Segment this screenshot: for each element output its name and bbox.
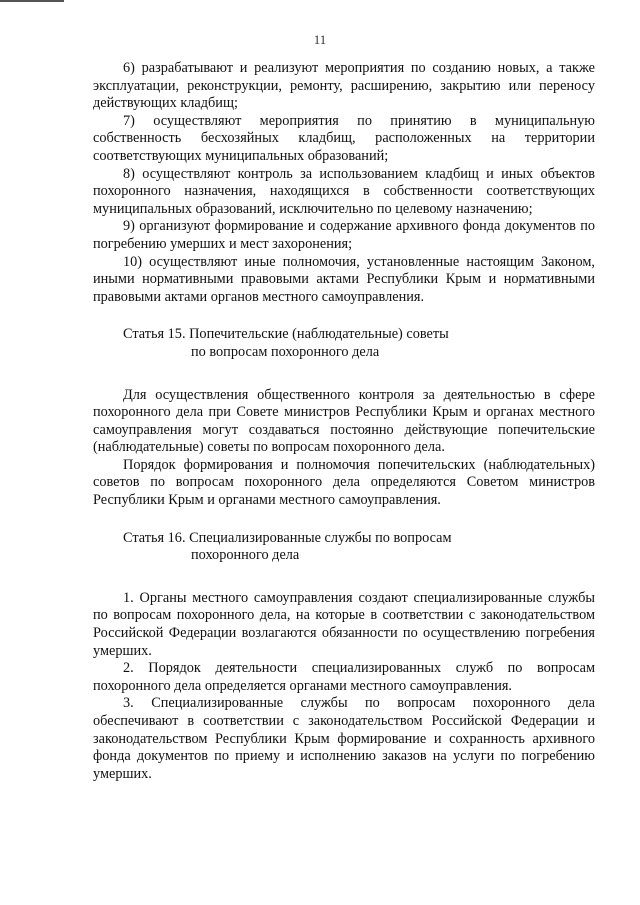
article-16-paragraph-3: 3. Специализированные службы по вопросам похоронного дела обеспечивают в соответствии с законодательством Российской Федерации и законодательством Республики Крым формирование и сохранность архивного фонда документов по приему и исполнению заказов на услуги по погребению умерших. [93,695,595,782]
article-15-paragraph-2: Порядок формирования и полномочия попечительских (наблюдательных) советов по вопросам похоронного дела определяются Советом министров Республики Крым и органами местного самоуправления. [93,456,595,509]
list-item-6: 6) разрабатывают и реализуют мероприятия по созданию новых, а также эксплуатации, реконструкции, ремонту, расширению, закрытию или переносу действующих кладбищ; [93,60,595,112]
article-16-paragraph-2: 2. Порядок деятельности специализированных служб по вопросам похоронного дела определяется органами местного самоуправления. [93,660,595,694]
list-item-8: 8) осуществляют контроль за использованием кладбищ и иных объектов похоронного назначения, находящихся в собственности соответствующих муниципальных образований, исключительно по целевому назначению; [93,165,595,217]
article-15-heading-line1: Статья 15. Попечительские (наблюдательные) советы [123,326,449,343]
article-16-heading [93,530,595,565]
article-15-heading-line2: по вопросам похоронного дела [191,343,380,360]
page-number: 11 [313,32,327,47]
article-16-heading-line1: Статья 16. Специализированные службы по вопросам [123,529,452,546]
article-15-paragraph-1: Для осуществления общественного контроля за деятельностью в сфере похоронного дела при Совете министров Республики Крым и органах местного самоуправления могут создаваться постоянно действующие попечительские (наблюдательные) советы по вопросам похоронного дела. [93,386,595,456]
article-15-heading [93,326,595,361]
list-item-10: 10) осуществляют иные полномочия, установленные настоящим Законом, иными нормативными правовыми актами Республики Крым и нормативными правовыми актами органов местного самоуправления. [93,253,595,305]
article-16-paragraph-1: 1. Органы местного самоуправления создают специализированные службы по вопросам похоронного дела, на которые в соответствии с законодательством Российской Федерации возлагаются обязанности по осуществлению погребения умерших. [93,589,595,659]
document-body [93,60,595,783]
article-16-heading-line2: похоронного дела [191,547,300,564]
scan-edge-mark [0,0,64,2]
list-item-7: 7) осуществляют мероприятия по принятию в муниципальную собственность бесхозяйных кладбищ, расположенных на территории соответствующих муниципальных образований; [93,112,595,164]
list-item-9: 9) организуют формирование и содержание архивного фонда документов по погребению умерших и мест захоронения; [93,218,595,252]
